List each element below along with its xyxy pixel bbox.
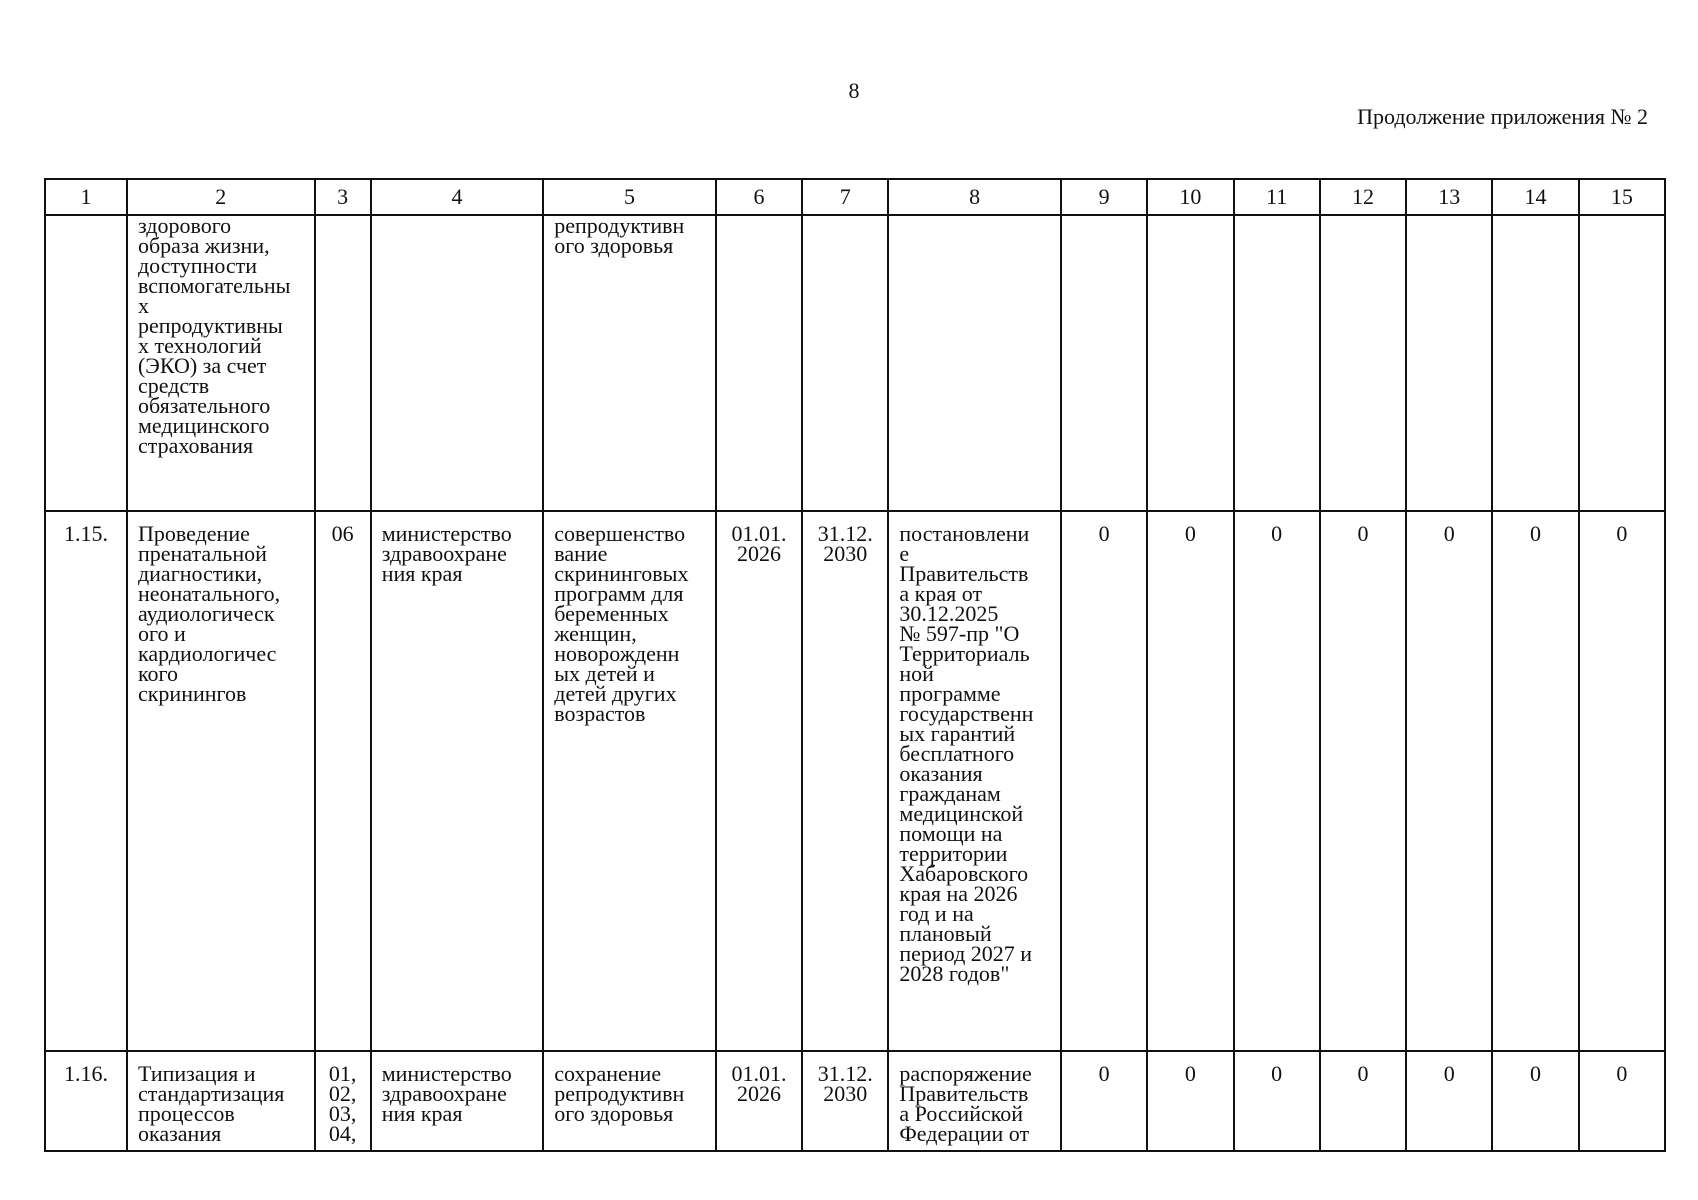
- cell-value: 0: [1147, 1051, 1233, 1151]
- column-number: 5: [543, 179, 716, 215]
- column-number: 8: [888, 179, 1061, 215]
- column-number: 6: [716, 179, 802, 215]
- cell-start-date: [716, 215, 802, 511]
- cell-value: 0: [1320, 1051, 1406, 1151]
- cell-measure-name: Типизация и стандартизация процессов оказания: [127, 1051, 315, 1151]
- cell-responsible: министерство здравоохране ния края: [371, 511, 544, 1051]
- cell-result: сохранение репродуктивн ого здоровья: [543, 1051, 716, 1151]
- continuation-label: Продолжение приложения № 2: [1357, 104, 1648, 129]
- cell-end-date: 31.12. 2030: [802, 511, 888, 1051]
- cell-measure-name: здорового образа жизни, доступности вспомогательны х репродуктивны х технологий (ЭКО) за счет средств обязательного медицинского страхования: [127, 215, 315, 511]
- measures-table: [44, 178, 1666, 1152]
- cell-value: 0: [1406, 1051, 1492, 1151]
- cell-item-number: [45, 215, 127, 511]
- cell-code: 06: [315, 511, 371, 1051]
- cell-value: [1147, 215, 1233, 511]
- column-number: 1: [45, 179, 127, 215]
- column-number: 10: [1147, 179, 1233, 215]
- column-number: 14: [1492, 179, 1578, 215]
- cell-code: [315, 215, 371, 511]
- cell-value: 0: [1234, 511, 1320, 1051]
- cell-document: постановлени е Правительств а края от 30.12.2025 № 597-пр "О Территориаль ной программе государственн ых гарантий бесплатного оказания гражданам медицинской помощи на территории Хабаровского края на 2026 год и на плановый период 2027 и 2028 годов": [888, 511, 1061, 1051]
- cell-measure-name: Проведение пренатальной диагностики, неонатального, аудиологическ ого и кардиологичес кого скринингов: [127, 511, 315, 1051]
- cell-document: распоряжение Правительств а Российской Федерации от: [888, 1051, 1061, 1151]
- cell-value: 0: [1147, 511, 1233, 1051]
- table-row-1-15: [45, 511, 1665, 1051]
- column-number: 11: [1234, 179, 1320, 215]
- column-number: 13: [1406, 179, 1492, 215]
- cell-value: 0: [1061, 511, 1147, 1051]
- cell-result: репродуктивн ого здоровья: [543, 215, 716, 511]
- cell-value: [1320, 215, 1406, 511]
- cell-document: [888, 215, 1061, 511]
- column-number: 15: [1579, 179, 1665, 215]
- cell-responsible: [371, 215, 544, 511]
- cell-result: совершенство вание скрининговых программ для беременных женщин, новорожденн ых детей и детей других возрастов: [543, 511, 716, 1051]
- column-number: 12: [1320, 179, 1406, 215]
- cell-value: 0: [1579, 511, 1665, 1051]
- table-row-1-16: [45, 1051, 1665, 1151]
- cell-value: 0: [1406, 511, 1492, 1051]
- cell-value: [1061, 215, 1147, 511]
- cell-end-date: 31.12. 2030: [802, 1051, 888, 1151]
- column-number: 3: [315, 179, 371, 215]
- table-row-continuation: [45, 215, 1665, 511]
- column-number: 2: [127, 179, 315, 215]
- cell-value: 0: [1234, 1051, 1320, 1151]
- page-number: 8: [848, 78, 860, 103]
- cell-value: [1234, 215, 1320, 511]
- cell-responsible: министерство здравоохране ния края: [371, 1051, 544, 1151]
- cell-end-date: [802, 215, 888, 511]
- column-number: 4: [371, 179, 544, 215]
- cell-value: 0: [1492, 511, 1578, 1051]
- cell-start-date: 01.01. 2026: [716, 1051, 802, 1151]
- cell-start-date: 01.01. 2026: [716, 511, 802, 1051]
- cell-value: 0: [1320, 511, 1406, 1051]
- column-number: 9: [1061, 179, 1147, 215]
- cell-value: 0: [1061, 1051, 1147, 1151]
- cell-value: [1579, 215, 1665, 511]
- cell-value: 0: [1579, 1051, 1665, 1151]
- cell-item-number: 1.16.: [45, 1051, 127, 1151]
- cell-value: [1406, 215, 1492, 511]
- cell-code: 01, 02, 03, 04,: [315, 1051, 371, 1151]
- cell-value: 0: [1492, 1051, 1578, 1151]
- column-number: 7: [802, 179, 888, 215]
- column-number-row: [45, 179, 1665, 215]
- cell-value: [1492, 215, 1578, 511]
- cell-item-number: 1.15.: [45, 511, 127, 1051]
